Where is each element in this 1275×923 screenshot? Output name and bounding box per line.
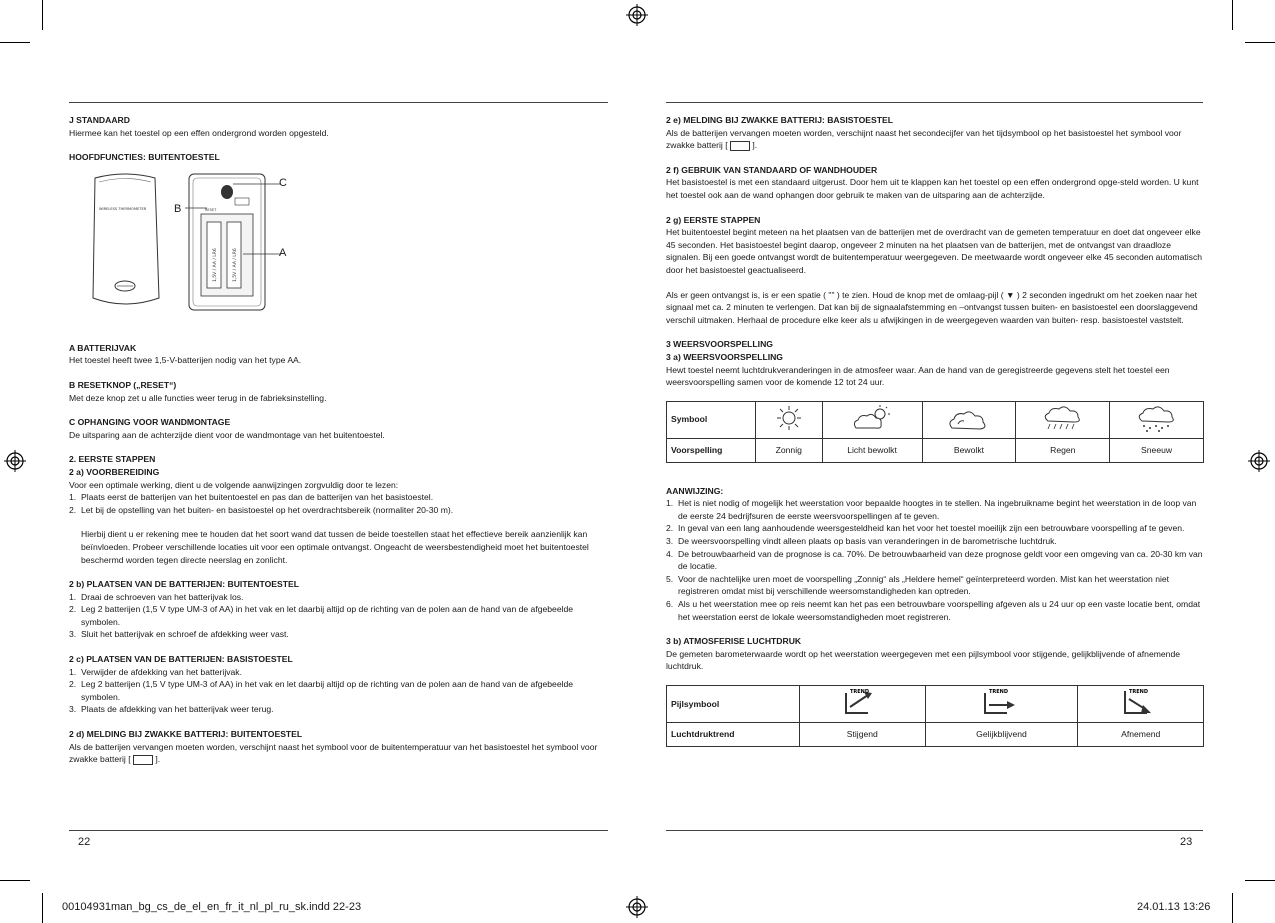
list-item: 1. Plaats eerst de batterijen van het buitentoestel en pas dan de batterijen van het basistoestel.	[69, 492, 434, 503]
date-slug: 24.01.13 13:26	[1137, 901, 1211, 913]
table-cell: Regen	[1016, 438, 1110, 462]
trend-steady-icon	[925, 686, 1078, 723]
device-figure	[69, 164, 609, 324]
paragraph: Hiermee kan het toestel op een effen ondergrond worden opgesteld.	[69, 127, 329, 138]
trend-falling-icon	[1078, 686, 1204, 723]
paragraph: Met deze knop zet u alle functies weer terug in de fabrieksinstelling.	[69, 392, 327, 403]
numbered-list	[69, 491, 609, 516]
list-item: 5. Voor de nachtelijke uren moet de voorspelling „Zonnig“ als „Heldere hemel“ geïnterpreteerd worden. Mist kan het weerstation niet registreren omdat mist bij verschillende weersomstandigheden kan optreden.	[666, 573, 1170, 597]
numbered-list	[69, 591, 609, 641]
registration-mark-icon	[626, 896, 648, 918]
paragraph: De uitsparing aan de achterzijde dient voor de wandmontage van het buitentoestel.	[69, 429, 385, 440]
section-heading: HOOFDFUNCTIES: BUITENTOESTEL	[69, 152, 220, 163]
device-label: WIRELESS THERMOMETER	[99, 206, 147, 211]
paragraph: Hierbij dient u er rekening mee te houden dat het soort wand dat tussen de beide toestellen staat het effectieve bereik aanzienlijk kan beïnvloeden. Probeer verschillende locaties uit voor een optimale ontvangst. Ongeacht de weersbestendigheid moet het buitentoestel beschermd worden tegen directe neerslag en zonlicht.	[81, 529, 589, 565]
subsection-heading: 2 b) PLAATSEN VAN DE BATTERIJEN: BUITENTOESTEL	[69, 579, 299, 590]
figure-label-b: B	[174, 202, 182, 215]
section-heading: A BATTERIJVAK	[69, 342, 137, 353]
section-heading: B RESETKNOP („RESET“)	[69, 379, 177, 390]
list-item: 1. Verwijder de afdekking van het batterijvak.	[69, 666, 242, 677]
partly-cloudy-icon	[822, 401, 922, 438]
battery-label: 1,5V / AA / LR6	[213, 248, 218, 282]
top-rule	[666, 102, 1203, 103]
numbered-list	[69, 666, 609, 716]
subsection-heading: 2 d) MELDING BIJ ZWAKKE BATTERIJ: BUITENTOESTEL	[69, 729, 303, 740]
trend-rising-icon	[800, 686, 926, 723]
table-cell: Zonnig	[756, 438, 823, 462]
pressure-trend-table	[666, 685, 1204, 747]
reset-label: RESET	[205, 207, 217, 212]
cloudy-icon	[922, 401, 1016, 438]
paragraph: Als de batterijen vervangen moeten worden, verschijnt naast het symbool voor de buitentemperatuur van het basistoestel het symbool voor zwakke batterij [ ].	[69, 741, 598, 765]
list-item: 2. Leg 2 batterijen (1,5 V type UM-3 of AA) in het vak en let daarbij altijd op de richting van de polen aan de hand van de afgebeelde symbolen.	[69, 604, 574, 627]
rain-icon	[1016, 401, 1110, 438]
subsection-heading: 2 a) VOORBEREIDING	[69, 466, 160, 477]
list-item: 1. Het is niet nodig of mogelijk het weerstation voor bepaalde hoogtes in te stellen. Na ingebruikname begint het weerstation in de loop van de eerste 24 bedrijfsuren de eerste weersvoorspellingen af te geven.	[666, 498, 1197, 521]
snow-icon	[1110, 401, 1204, 438]
outdoor-sensor-illustration	[85, 170, 325, 320]
section-heading: J STANDAARD	[69, 115, 130, 125]
list-item: 2. Leg 2 batterijen (1,5 V type UM-3 of AA) in het vak en let daarbij altijd op de richting van de polen aan de hand van de afgebeelde symbolen.	[69, 679, 574, 702]
low-battery-icon: [ ]	[128, 754, 158, 765]
list-item: 2. In geval van een lang aanhoudende weersgesteldheid kan het voor het toestel moeilijk zijn een betrouwbare voorspelling af te geven.	[666, 523, 1185, 534]
paragraph: Het toestel heeft twee 1,5-V-batterijen nodig van het type AA.	[69, 355, 302, 366]
crop-mark	[1232, 0, 1233, 30]
right-page-content	[666, 114, 1204, 747]
table-cell: Stijgend	[800, 723, 926, 747]
paragraph: Voor een optimale werking, dient u de volgende aanwijzingen zorgvuldig door te lezen:	[69, 479, 399, 490]
table-cell: Sneeuw	[1110, 438, 1204, 462]
subsection-heading: 2 c) PLAATSEN VAN DE BATTERIJEN: BASISTOESTEL	[69, 654, 293, 665]
paragraph: De gemeten barometerwaarde wordt op het weerstation weergegeven met een pijlsymbool voor stijgende, gelijkblijvende of afnemende luchtdruk.	[666, 648, 1181, 672]
svg-text:TREND: TREND	[1128, 689, 1148, 696]
section-heading: 3 WEERSVOORSPELLING	[666, 339, 773, 350]
registration-mark-icon	[626, 4, 648, 26]
bottom-rule	[69, 830, 608, 831]
subsection-heading: 2 f) GEBRUIK VAN STANDAARD OF WANDHOUDER	[666, 164, 878, 175]
page-number: 22	[78, 836, 91, 848]
left-page-content	[69, 114, 609, 766]
list-item: 4. De betrouwbaarheid van de prognose is ca. 70%. De betrouwbaarheid van deze prognose geldt voor een omgeving van ca. 20-30 km van de locatie.	[666, 548, 1203, 572]
paragraph: Als er geen ontvangst is, is er een spatie ( "" ) te zien. Houd de knop met de omlaag-pijl ( ▼ ) 2 seconden ingedrukt om het zoeken naar het signaal met ca. 2 minuten te verlengen. Dat kan bij de signaalafstemming en –ontvangst tussen buiten- en basistoestel een doorslaggevend verschil uitmaken. Herhaal de procedure elke keer als u afwijkingen in de weergegeven waarden van buiten- resp. basistoestel vaststelt.	[666, 289, 1198, 325]
figure-label-a: A	[279, 246, 287, 259]
svg-text:TREND: TREND	[989, 689, 1009, 696]
crop-mark	[42, 893, 43, 923]
registration-mark-icon	[1248, 450, 1270, 472]
list-item: 1. Draai de schroeven van het batterijvak los.	[69, 591, 244, 602]
table-header: Voorspelling	[667, 438, 756, 462]
paragraph: Het buitentoestel begint meteen na het plaatsen van de batterijen met de overdracht van de gemeten temperatuur en doet dat ongeveer elke 45 seconden. Het basistoestel begint daarop, ongeveer 2 minuten na het plaatsen van de batterijen, met de ontvangst van draadloze signalen. Bij een goede ontvangst wordt de buitentemperatuur weergegeven. De meetwaarde wordt ongeveer elke 45 seconden automatisch door het basistoestel geactualiseerd.	[666, 227, 1203, 275]
registration-mark-icon	[4, 450, 26, 472]
list-item: 3. Sluit het batterijvak en schroef de afdekking weer vast.	[69, 629, 289, 640]
list-item: 6. Als u het weerstation mee op reis neemt kan het pas een betrouwbare voorspelling afgeven als u 24 uur op een vaste locatie bent, omdat het weerstation eerst de lokale weersomstandigheden moet registreren.	[666, 599, 1201, 622]
file-slug: 00104931man_bg_cs_de_el_en_fr_it_nl_pl_ru_sk.indd 22-23	[62, 901, 362, 913]
page-number: 23	[1180, 836, 1193, 848]
note-heading: AANWIJZING:	[666, 485, 724, 496]
crop-mark	[42, 0, 43, 30]
list-item: 2. Let bij de opstelling van het buiten- en basistoestel op het overdrachtsbereik (normaliter 20-30 m).	[69, 504, 454, 515]
subsection-heading: 3 b) ATMOSFERISE LUCHTDRUK	[666, 636, 802, 647]
crop-mark	[0, 880, 30, 881]
subsection-heading: 2 e) MELDING BIJ ZWAKKE BATTERIJ: BASISTOESTEL	[666, 115, 893, 125]
table-cell: Gelijkblijvend	[925, 723, 1078, 747]
figure-label-c: C	[279, 176, 287, 189]
subsection-heading: 2 g) EERSTE STAPPEN	[666, 214, 761, 225]
section-heading: 2. EERSTE STAPPEN	[69, 454, 156, 465]
bottom-rule	[666, 830, 1203, 831]
table-cell: Afnemend	[1078, 723, 1204, 747]
crop-mark	[1232, 893, 1233, 923]
paragraph: Het basistoestel is met een standaard uitgerust. Door hem uit te klappen kan het toestel op een effen ondergrond opge-steld worden. U kunt het toestel ook aan de wand ophangen door gebruik te maken van de uitsparing aan de achterzijde.	[666, 177, 1199, 200]
numbered-list	[666, 497, 1204, 623]
table-header: Pijlsymbool	[667, 686, 800, 723]
svg-text:TREND: TREND	[850, 689, 870, 696]
table-cell: Bewolkt	[922, 438, 1016, 462]
top-rule	[69, 102, 608, 103]
section-heading: C OPHANGING VOOR WANDMONTAGE	[69, 417, 231, 428]
list-item: 3. Plaats de afdekking van het batterijvak weer terug.	[69, 704, 274, 715]
down-arrow-icon: ▼	[1006, 289, 1015, 300]
low-battery-icon: [ ]	[725, 140, 755, 151]
paragraph: Als de batterijen vervangen moeten worden, verschijnt naast het secondecijfer van het tijdsymbool op het basistoestel het symbool voor zwakke batterij [ ].	[666, 127, 1182, 151]
crop-mark	[1245, 42, 1275, 43]
battery-label: 1,5V / AA / LR6	[233, 248, 238, 282]
list-item: 3. De weersvoorspelling vindt alleen plaats op basis van veranderingen in de barometrische luchtdruk.	[666, 536, 1057, 547]
crop-mark	[1245, 880, 1275, 881]
subsection-heading: 3 a) WEERSVOORSPELLING	[666, 351, 783, 362]
table-header: Symbool	[667, 401, 756, 438]
forecast-table	[666, 401, 1204, 463]
paragraph: Hewt toestel neemt luchtdrukveranderingen in de atmosfeer waar. Aan de hand van de geregistreerde gegevens stelt het toestel een weersvoorspelling samen voor de komende 12 tot 24 uur.	[666, 364, 1170, 388]
crop-mark	[0, 42, 30, 43]
table-header: Luchtdruktrend	[667, 723, 800, 747]
sunny-icon	[756, 401, 823, 438]
table-cell: Licht bewolkt	[822, 438, 922, 462]
